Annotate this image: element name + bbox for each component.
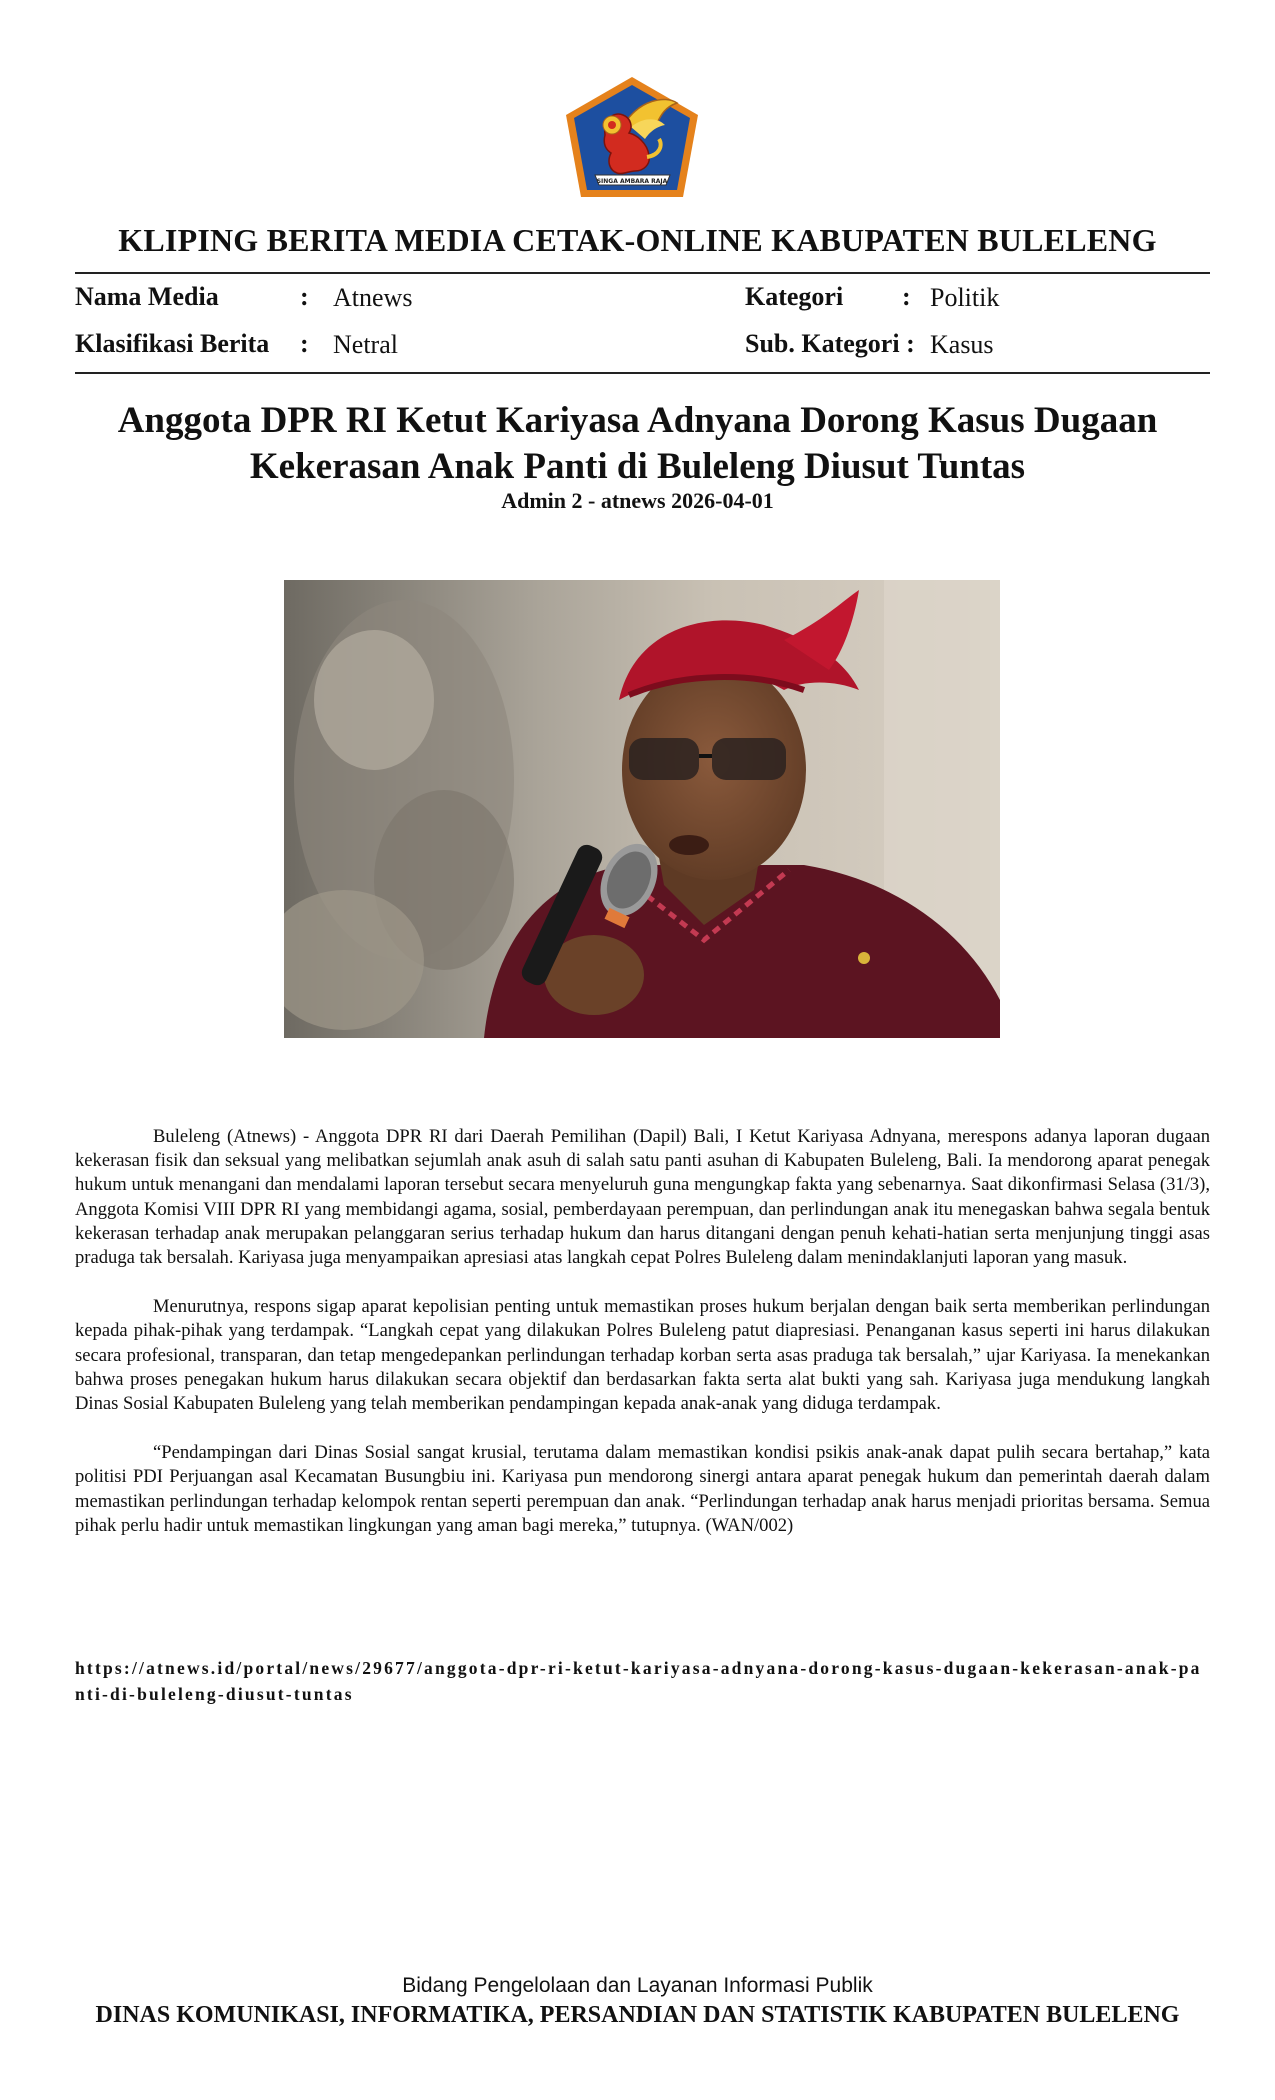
footer-subtitle: Bidang Pengelolaan dan Layanan Informasi Publik: [402, 1974, 873, 1997]
article-byline: Admin 2 - atnews 2026-04-01: [501, 488, 774, 513]
kategori-label: Kategori: [745, 282, 844, 311]
colon: :: [902, 282, 911, 311]
sub-kategori-value: Kasus: [930, 330, 994, 359]
article-paragraph: Menurutnya, respons sigap aparat kepolisian penting untuk memastikan proses hukum berjalan dengan baik serta memberikan perlindungan kepada pihak-pihak yang terdampak. “Langkah cepat yang dilakukan Polres Buleleng patut diapresiasi. Penanganan kasus seperti ini harus dilakukan secara profesional, transparan, dan tetap mengedepankan perlindungan terhadap korban serta asas praduga tak bersalah,” ujar Kariyasa. Ia menekankan bahwa proses penegakan hukum harus dilakukan secara objektif dan berdasarkan fakta serta alat bukti yang sah. Kariyasa juga mendukung langkah Dinas Sosial Kabupaten Buleleng yang telah memberikan pendampingan kepada anak-anak yang diduga terdampak.: [75, 1296, 1210, 1415]
header-divider-top: [75, 272, 1210, 274]
article-paragraph: “Pendampingan dari Dinas Sosial sangat krusial, terutama dalam memastikan kondisi psikis anak-anak dapat pulih secara bertahap,” kata politisi PDI Perjuangan asal Kecamatan Busungbiu ini. Kariyasa pun mendorong sinergi antara aparat penegak hukum dan pemerintah daerah dalam memastikan perlindungan terhadap kelompok rentan seperti perempuan dan anak. “Perlindungan terhadap anak harus menjadi prioritas bersama. Semua pihak perlu hadir untuk memastikan lingkungan yang aman bagi mereka,” tutupnya. (WAN/002): [75, 1442, 1210, 1536]
meta-info: [0, 280, 1275, 370]
colon: :: [300, 329, 309, 358]
article-headline: [75, 398, 1200, 490]
colon: :: [300, 282, 309, 311]
headline-line-2: Kekerasan Anak Panti di Buleleng Diusut Tuntas: [249, 446, 1026, 487]
page-title: KLIPING BERITA MEDIA CETAK-ONLINE KABUPATEN BULELENG: [118, 222, 1157, 258]
klasifikasi-value: Netral: [333, 330, 398, 359]
header-divider-bottom: [75, 372, 1210, 374]
logo-motto: SINGA AMBARA RAJA: [596, 178, 668, 185]
article-photo: [284, 580, 1000, 1038]
kategori-value: Politik: [930, 283, 1000, 312]
article-body: [75, 1125, 1210, 1563]
nama-media-label: Nama Media: [75, 282, 219, 311]
klasifikasi-label: Klasifikasi Berita: [75, 329, 270, 358]
source-url: https://atnews.id/portal/news/29677/anggota-dpr-ri-ketut-kariyasa-adnyana-dorong-kasus-dugaan-kekerasan-anak-panti-di-buleleng-diusut-tuntas: [75, 1658, 1202, 1704]
sub-kategori-label: Sub. Kategori :: [745, 329, 915, 358]
footer-title: DINAS KOMUNIKASI, INFORMATIKA, PERSANDIAN DAN STATISTIK KABUPATEN BULELENG: [95, 2002, 1180, 2028]
kabupaten-buleleng-logo: [565, 75, 700, 200]
headline-line-1: Anggota DPR RI Ketut Kariyasa Adnyana Dorong Kasus Dugaan: [117, 400, 1158, 441]
article-paragraph: Buleleng (Atnews) - Anggota DPR RI dari Daerah Pemilihan (Dapil) Bali, I Ketut Kariyasa Adnyana, merespons adanya laporan dugaan kekerasan fisik dan seksual yang melibatkan sejumlah anak asuh di salah satu panti asuhan di Kabupaten Buleleng, Bali. Ia mendorong aparat penegak hukum untuk menangani dan mendalami laporan tersebut secara menyeluruh guna mengungkap fakta yang sebenarnya. Saat dikonfirmasi Selasa (31/3), Anggota Komisi VIII DPR RI yang membidangi agama, sosial, pemberdayaan perempuan, dan perlindungan anak itu menegaskan bahwa segala bentuk kekerasan terhadap anak merupakan pelanggaran serius terhadap hukum dan harus ditangani dengan penuh kehati-hatian serta menjunjung tinggi asas praduga tak bersalah. Kariyasa juga menyampaikan apresiasi atas langkah cepat Polres Buleleng dalam menindaklanjuti laporan yang masuk.: [75, 1126, 1210, 1269]
nama-media-value: Atnews: [333, 283, 413, 312]
